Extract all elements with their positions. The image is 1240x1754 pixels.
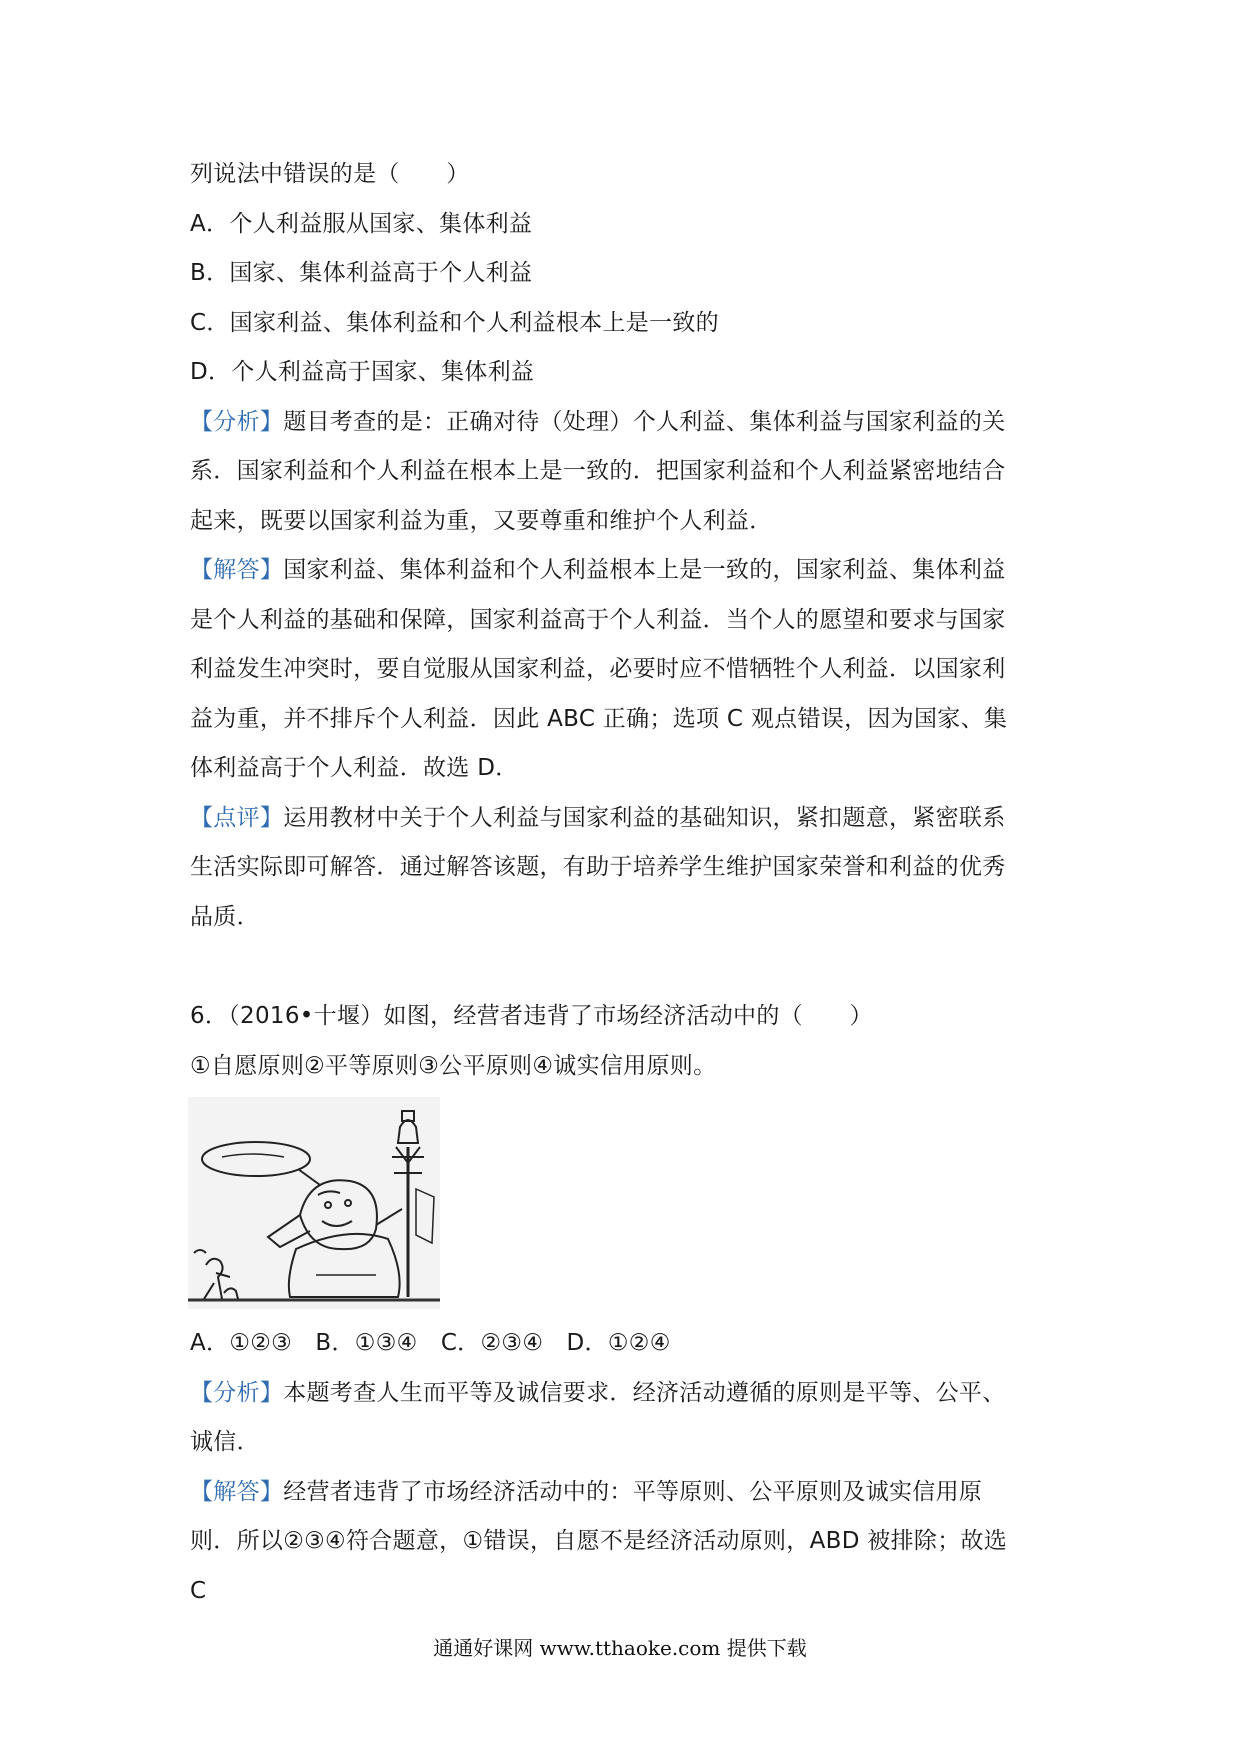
q5-comment-line-2: 生活实际即可解答．通过解答该题，有助于培养学生维护国家荣誉和利益的优秀 [190, 854, 1006, 880]
analysis-tag: 【分析】 [190, 1379, 284, 1406]
answer-tag: 【解答】 [190, 1478, 284, 1505]
q5-analysis-line-1: 【分析】题目考查的是：正确对待（处理）个人利益、集体利益与国家利益的关 [190, 408, 1006, 435]
section-gap [190, 942, 1060, 992]
question-6-options: A．①②③ B．①③④ C．②③④ D．①②④ [190, 1330, 671, 1356]
cartoon-image [188, 1097, 440, 1309]
q6-answer-line-3: C [190, 1577, 207, 1604]
option-d: D．个人利益高于国家、集体利益 [190, 359, 535, 385]
page-footer: 通通好课网 www.tthaoke.com 提供下载 [433, 1636, 807, 1660]
option-c: C．国家利益、集体利益和个人利益根本上是一致的 [190, 309, 719, 336]
document-body [190, 150, 1060, 1616]
comment-tag: 【点评】 [190, 804, 284, 831]
question-5-stem: 列说法中错误的是（ ） [190, 161, 470, 187]
q6-answer-line-1: 【解答】经营者违背了市场经济活动中的：平等原则、公平原则及诚实信用原 [190, 1478, 983, 1505]
option-b: B．国家、集体利益高于个人利益 [190, 260, 533, 286]
q5-comment-line-3: 品质． [190, 903, 260, 930]
q5-answer-line-3: 利益发生冲突时，要自觉服从国家利益，必要时应不惜牺牲个人利益．以国家利 [190, 656, 1006, 682]
question-6-choices: ①自愿原则②平等原则③公平原则④诚实信用原则。 [190, 1052, 717, 1079]
q5-answer-line-4: 益为重，并不排斥个人利益．因此 ABC 正确；选项 C 观点错误，因为国家、集 [190, 705, 1008, 732]
q5-answer-line-1: 【解答】国家利益、集体利益和个人利益根本上是一致的，国家利益、集体利益 [190, 557, 1006, 583]
q5-analysis-line-2: 系．国家利益和个人利益在根本上是一致的．把国家利益和个人利益紧密地结合 [190, 458, 1006, 484]
q6-analysis-line-2: 诚信． [190, 1429, 260, 1455]
q6-analysis-line-1: 【分析】本题考查人生而平等及诚信要求．经济活动遵循的原则是平等、公平、 [190, 1379, 1006, 1406]
q5-comment-line-1: 【点评】运用教材中关于个人利益与国家利益的基础知识，紧扣题意，紧密联系 [190, 804, 1006, 831]
q5-answer-line-5: 体利益高于个人利益．故选 D． [190, 755, 519, 781]
question-6-stem: 6．（2016•十堰）如图，经营者违背了市场经济活动中的（ ） [190, 1003, 873, 1029]
q5-answer-line-2: 是个人利益的基础和保障，国家利益高于个人利益．当个人的愿望和要求与国家 [190, 606, 1006, 633]
answer-tag: 【解答】 [190, 557, 284, 583]
q6-answer-line-2: 则．所以②③④符合题意，①错误，自愿不是经济活动原则，ABD 被排除；故选 [190, 1528, 1008, 1554]
q5-analysis-line-3: 起来，既要以国家利益为重，又要尊重和维护个人利益． [190, 507, 773, 534]
option-a: A．个人利益服从国家、集体利益 [190, 210, 533, 237]
analysis-tag: 【分析】 [190, 408, 284, 435]
